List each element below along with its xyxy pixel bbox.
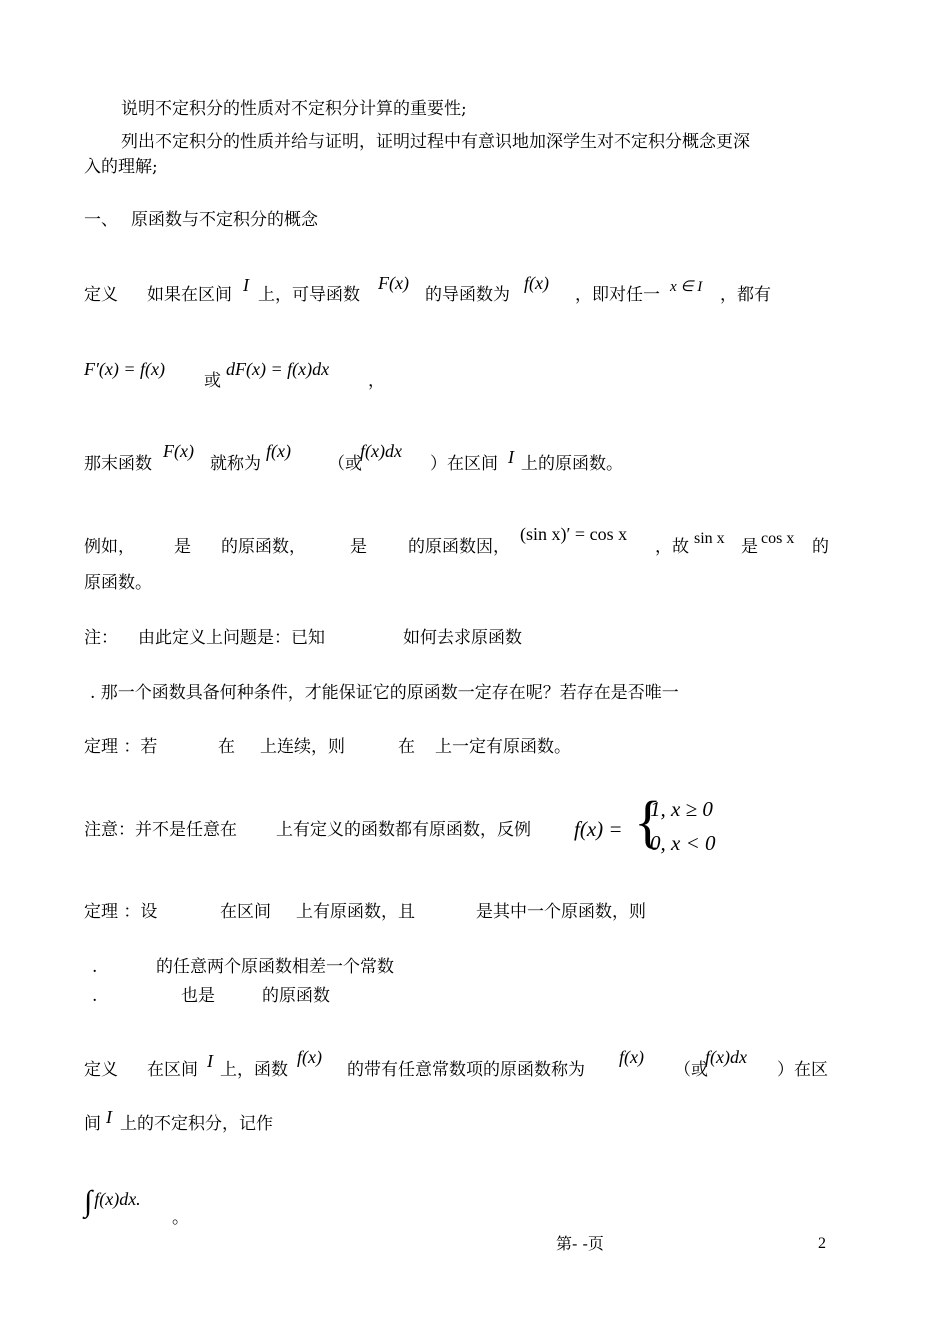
example-text: 的原函数因， [408, 537, 510, 557]
math-x-in-I: x ∈ I [670, 279, 703, 295]
math-f-of-x-equals: f(x) = [574, 817, 623, 841]
intro-line-2: 列出不定积分的性质并给与证明，证明过程中有意识地加深学生对不定积分概念更深 [121, 132, 750, 152]
theorem-item-text: 的原函数 [262, 986, 330, 1006]
equation-differential: dF(x) = f(x)dx [226, 359, 330, 379]
left-brace: { [634, 789, 662, 854]
theorem-label: 定理 ：若 [84, 737, 158, 757]
theorem-text: 上一定有原函数。 [435, 737, 571, 757]
section-number: 一、 [84, 210, 118, 230]
theorem-label: 定理 ：设 [84, 902, 158, 922]
note-text: 上有定义的函数都有原函数，反例 [276, 820, 531, 840]
math-f-of-x: f(x) [266, 441, 291, 461]
theorem-item-text: 的任意两个原函数相差一个常数 [156, 957, 394, 977]
theorem-text: 在 [218, 737, 235, 757]
example-text: 的原函数， [221, 537, 306, 557]
theorem-text: 上有原函数，且 [296, 902, 415, 922]
example-text: 的 [812, 537, 829, 557]
section-title: 原函数与不定积分的概念 [131, 210, 318, 230]
equation-derivative: F′(x) = f(x) [84, 359, 166, 379]
math-sin-x: sin x [694, 530, 725, 547]
definition-label: 定义 [84, 1060, 118, 1080]
definition-text: 上，可导函数 [258, 285, 360, 305]
theorem-text: 在 [398, 737, 415, 757]
example-text: 原函数。 [84, 573, 152, 593]
theorem-item-text: 也是 [181, 986, 215, 1006]
math-f-of-x-dx: f(x)dx [360, 441, 402, 461]
example-text: 是 [350, 537, 367, 557]
piecewise-case-2: 0, x < 0 [650, 831, 716, 855]
definition-text: 在区间 [147, 1060, 198, 1080]
integral-expression [84, 1185, 141, 1218]
example-text: 是 [741, 537, 758, 557]
definition-text: （或 [328, 454, 362, 474]
definition-text: 的导函数为 [425, 285, 510, 305]
intro-line-3: 入的理解; [84, 157, 158, 177]
example-text: 是 [174, 537, 191, 557]
note-question: . 那一个函数具备何种条件，才能保证它的原函数一定存在呢？若存在是否唯一 [90, 683, 679, 703]
integral-sign: ∫ [84, 1185, 93, 1218]
definition-text: ，都有 [720, 285, 771, 305]
definition-text: ，即对任一 [575, 285, 660, 305]
definition-text: 或 [204, 371, 221, 391]
definition-label: 定义 [84, 285, 118, 305]
page-number: 2 [818, 1235, 826, 1252]
math-cos-x: cos x [761, 530, 795, 547]
definition-text: 上的不定积分，记作 [120, 1114, 273, 1134]
definition-text: 上的原函数。 [521, 454, 623, 474]
definition-text: ）在区 [777, 1060, 828, 1080]
definition-text: （或 [674, 1060, 708, 1080]
piecewise-case-1: 1, x ≥ 0 [650, 797, 713, 821]
definition-text: ， [368, 371, 385, 391]
theorem-text: 上连续，则 [260, 737, 345, 757]
math-I: I [243, 275, 249, 295]
definition-text: ）在区间 [430, 454, 498, 474]
definition-text: 。 [172, 1208, 189, 1228]
math-f-of-x: f(x) [619, 1047, 644, 1067]
math-I: I [106, 1107, 112, 1127]
math-I: I [207, 1051, 213, 1071]
math-f-of-x: f(x) [524, 273, 549, 293]
theorem-text: 是其中一个原函数，则 [476, 902, 646, 922]
intro-line-1: 说明不定积分的性质对不定积分计算的重要性; [121, 99, 467, 119]
note-text: 由此定义上问题是：已知 [138, 628, 325, 648]
theorem-text: 在区间 [220, 902, 271, 922]
math-F-of-x: F(x) [163, 441, 194, 461]
definition-text: 就称为 [210, 454, 261, 474]
theorem-item-dot: . [92, 986, 98, 1006]
example-text: 例如， [84, 537, 135, 557]
note-text: 注意：并不是任意在 [84, 820, 237, 840]
equation-sin-derivative: (sin x)′ = cos x [520, 524, 628, 544]
theorem-item-dot: . [92, 957, 98, 977]
page-label: 第- -页 [556, 1234, 604, 1253]
definition-text: 上，函数 [220, 1060, 288, 1080]
definition-text: 那末函数 [84, 454, 152, 474]
math-F-of-x: F(x) [378, 273, 409, 293]
math-f-of-x: f(x) [297, 1047, 322, 1067]
example-text: ，故 [655, 537, 689, 557]
integrand: f(x)dx. [94, 1189, 141, 1209]
definition-text: 如果在区间 [147, 285, 232, 305]
note-label: 注： [84, 628, 118, 648]
definition-text: 的带有任意常数项的原函数称为 [347, 1060, 585, 1080]
math-f-of-x-dx: f(x)dx [705, 1047, 747, 1067]
definition-text: 间 [84, 1114, 101, 1134]
math-I: I [508, 447, 514, 467]
note-text: 如何去求原函数 [403, 628, 522, 648]
